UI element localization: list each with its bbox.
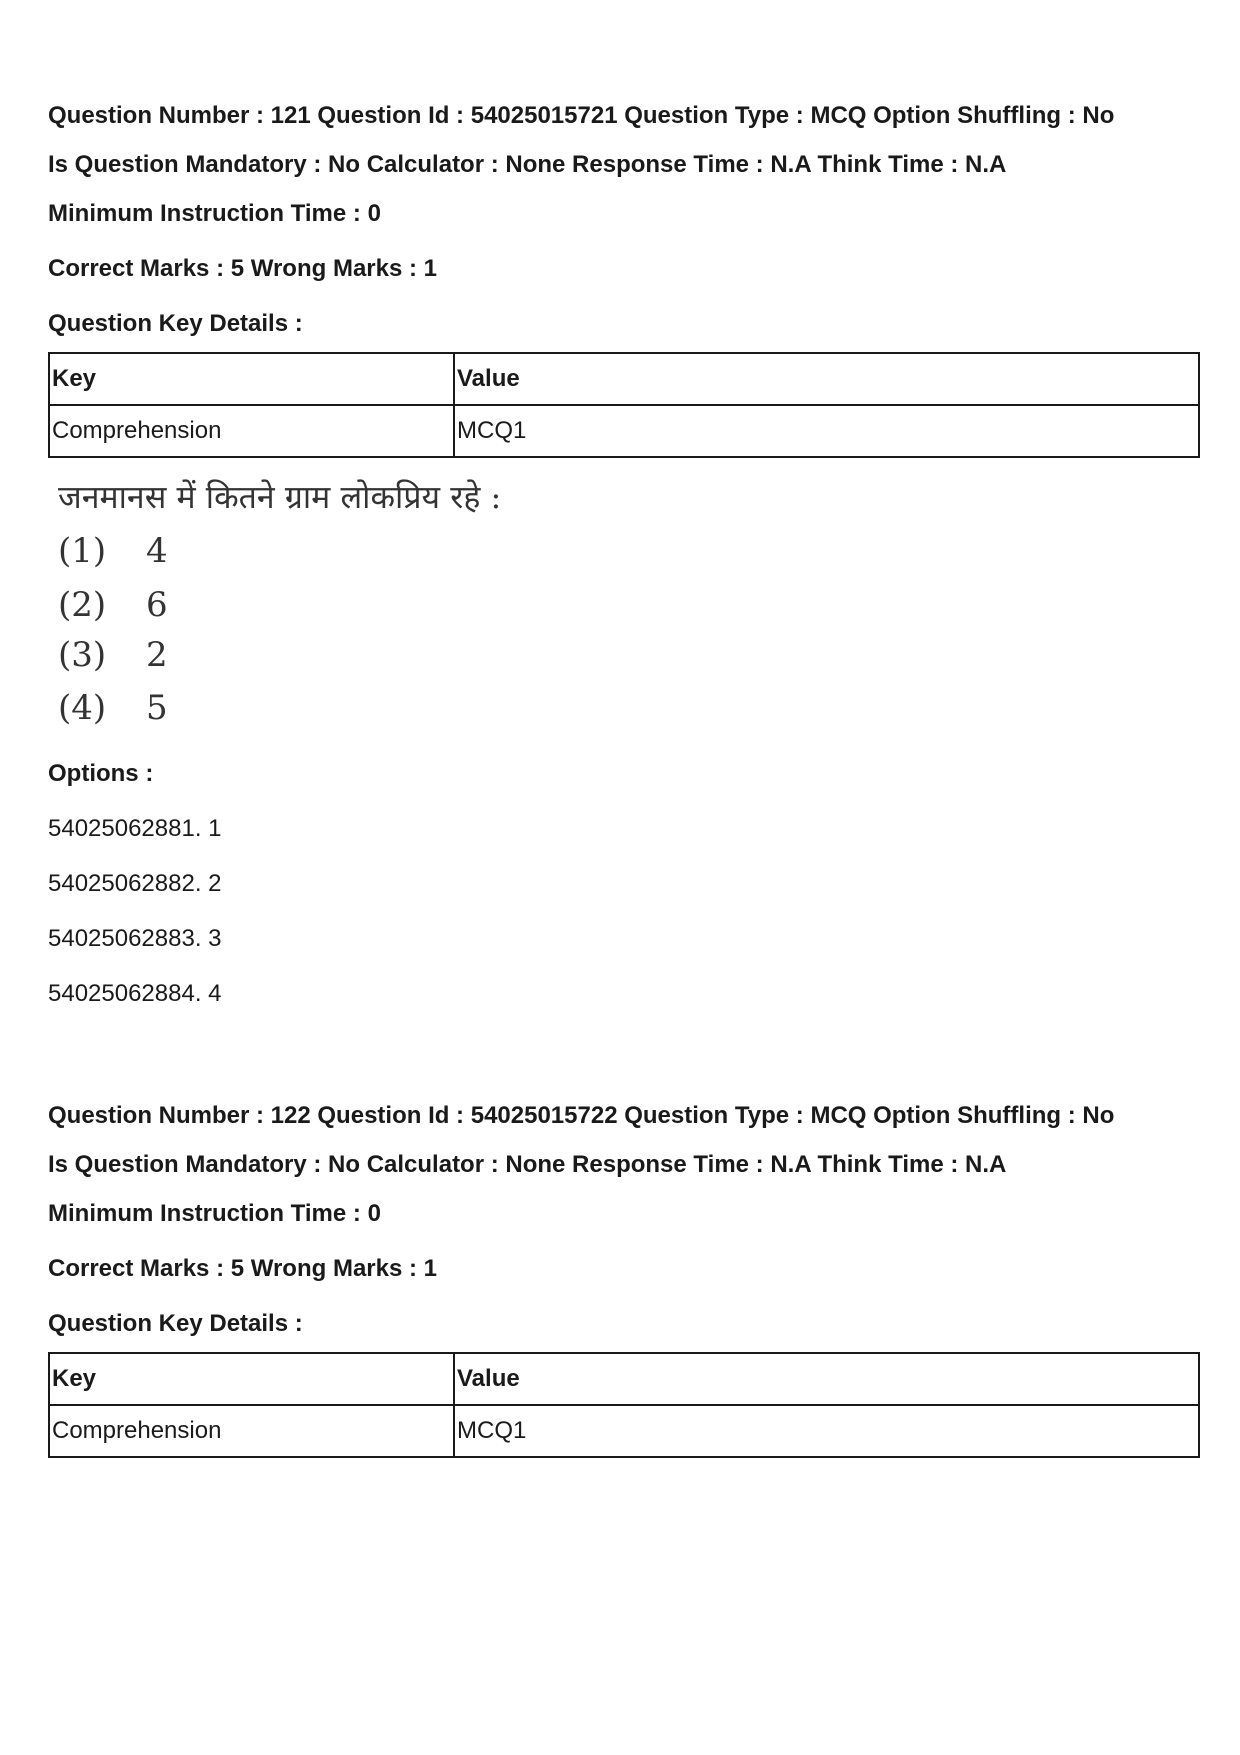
key-details-table bbox=[48, 352, 1200, 458]
table-header-value: Value bbox=[454, 353, 1199, 405]
table-cell-value: MCQ1 bbox=[454, 405, 1199, 457]
option-text: 5 bbox=[146, 688, 168, 728]
option-line: 54025062881. 1 bbox=[48, 815, 222, 842]
table-header-value: Value bbox=[454, 1353, 1199, 1405]
table-header-row bbox=[49, 1353, 1199, 1405]
key-details-label: Question Key Details : bbox=[48, 310, 303, 337]
question-image bbox=[58, 475, 578, 740]
option-number: (1) bbox=[58, 531, 107, 571]
table-row bbox=[49, 405, 1199, 457]
marks-line: Correct Marks : 5 Wrong Marks : 1 bbox=[48, 1255, 438, 1282]
question-image-option bbox=[58, 688, 168, 728]
key-details-table bbox=[48, 1352, 1200, 1458]
table-header-key: Key bbox=[49, 353, 454, 405]
question-header-line2: Is Question Mandatory : No Calculator : None Response Time : N.A Think Time : N.A bbox=[48, 151, 1007, 178]
question-header-line1: Question Number : 122 Question Id : 54025015722 Question Type : MCQ Option Shuffling : No bbox=[48, 1102, 1115, 1129]
option-line: 54025062884. 4 bbox=[48, 980, 222, 1007]
option-line: 54025062882. 2 bbox=[48, 870, 222, 897]
question-image-option bbox=[58, 531, 168, 571]
table-cell-value: MCQ1 bbox=[454, 1405, 1199, 1457]
question-header-line3: Minimum Instruction Time : 0 bbox=[48, 200, 381, 227]
option-number: (3) bbox=[58, 635, 107, 675]
option-number: (4) bbox=[58, 688, 107, 728]
question-header-line2: Is Question Mandatory : No Calculator : None Response Time : N.A Think Time : N.A bbox=[48, 1151, 1007, 1178]
option-text: 2 bbox=[146, 635, 168, 675]
table-cell-key: Comprehension bbox=[49, 405, 454, 457]
table-header-row bbox=[49, 353, 1199, 405]
question-header-line1: Question Number : 121 Question Id : 54025015721 Question Type : MCQ Option Shuffling : No bbox=[48, 102, 1115, 129]
table-cell-key: Comprehension bbox=[49, 1405, 454, 1457]
question-image-option bbox=[58, 635, 168, 675]
option-line: 54025062883. 3 bbox=[48, 925, 222, 952]
option-number: (2) bbox=[58, 585, 107, 625]
option-text: 6 bbox=[146, 585, 168, 625]
marks-line: Correct Marks : 5 Wrong Marks : 1 bbox=[48, 255, 438, 282]
key-details-label: Question Key Details : bbox=[48, 1310, 303, 1337]
options-label: Options : bbox=[48, 760, 154, 787]
question-stem: जनमानस में कितने ग्राम लोकप्रिय रहे : bbox=[58, 478, 502, 516]
option-text: 4 bbox=[146, 531, 168, 571]
question-image-option bbox=[58, 585, 168, 625]
table-row bbox=[49, 1405, 1199, 1457]
table-header-key: Key bbox=[49, 1353, 454, 1405]
question-header-line3: Minimum Instruction Time : 0 bbox=[48, 1200, 381, 1227]
